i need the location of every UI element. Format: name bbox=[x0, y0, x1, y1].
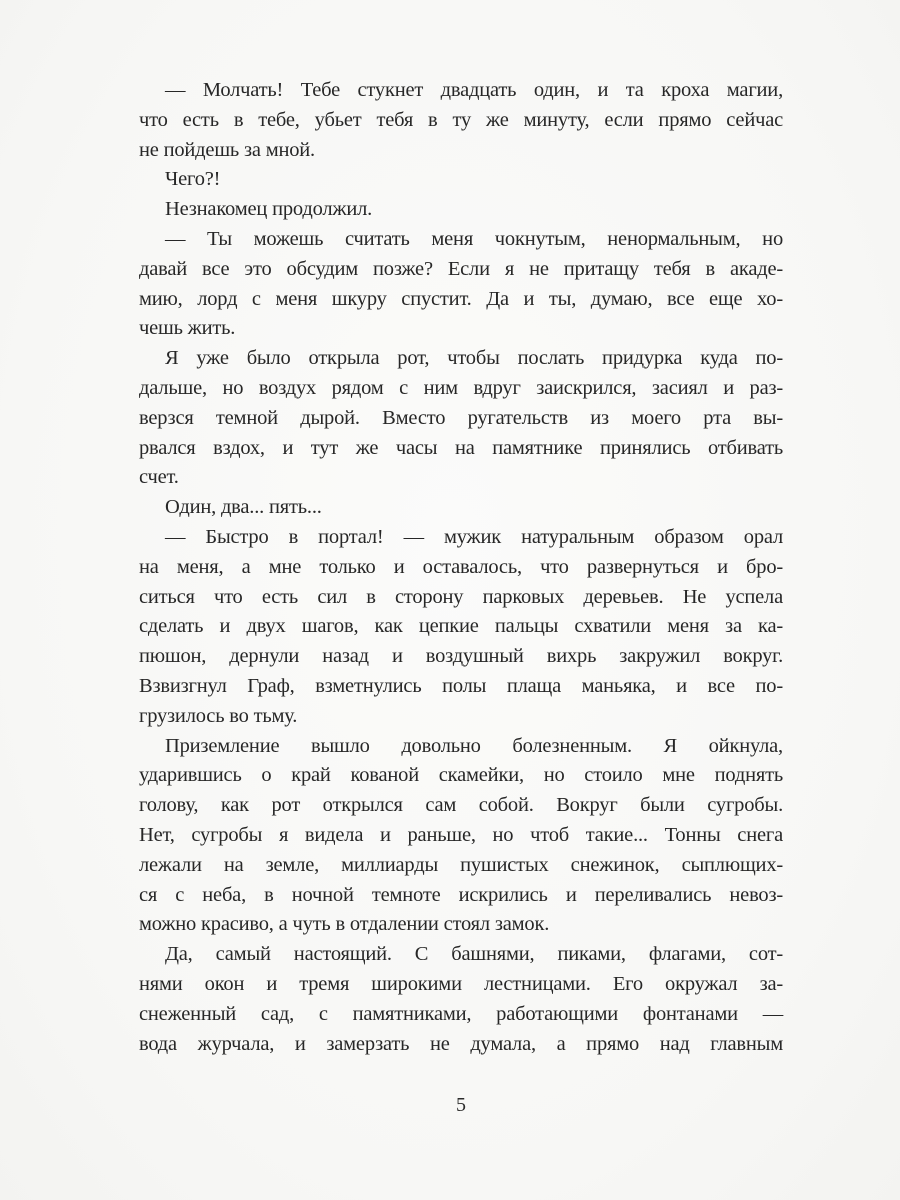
text-line: чешь жить. bbox=[139, 317, 236, 340]
text-line: Один, два... пять... bbox=[165, 496, 322, 519]
text-line: — Молчать! Тебе стукнет двадцать один, и та кроха магии, bbox=[165, 79, 783, 101]
text-block bbox=[139, 76, 783, 1059]
text-line: дальше, но воздух рядом с ним вдруг заискрился, засиял и раз- bbox=[139, 376, 783, 399]
text-line: счет. bbox=[139, 466, 179, 489]
paragraph bbox=[139, 195, 783, 225]
text-line: грузилось во тьму. bbox=[139, 704, 298, 727]
text-line: нями окон и тремя широкими лестницами. Его окружал за- bbox=[139, 972, 783, 995]
text-line: Нет, сугробы я видела и раньше, но чтоб такие... Тонны снега bbox=[139, 823, 783, 846]
text-line: ся с неба, в ночной темноте искрились и переливались невоз- bbox=[139, 883, 783, 906]
text-line: голову, как рот открылся сам собой. Вокруг были сугробы. bbox=[139, 794, 783, 817]
text-line: что есть в тебе, убьет тебя в ту же минуту, если прямо сейчас bbox=[139, 108, 783, 131]
text-line: Приземление вышло довольно болезненным. Я ойкнула, bbox=[165, 734, 783, 757]
text-line: Взвизгнул Граф, взметнулись полы плаща маньяка, и все по- bbox=[139, 674, 783, 697]
text-line: давай все это обсудим позже? Если я не притащу тебя в акаде- bbox=[139, 257, 783, 280]
text-line: не пойдешь за мной. bbox=[139, 138, 315, 161]
text-line: — Быстро в портал! — мужик натуральным образом орал bbox=[165, 525, 783, 548]
text-line: вода журчала, и замерзать не думала, а прямо над главным bbox=[139, 1032, 783, 1055]
page-number: 5 bbox=[456, 1094, 466, 1116]
paragraph bbox=[139, 523, 783, 732]
text-line: ударившись о край кованой скамейки, но стоило мне поднять bbox=[139, 764, 783, 787]
text-line: лежали на земле, миллиарды пушистых снежинок, сыплющих- bbox=[139, 853, 783, 876]
text-line: — Ты можешь считать меня чокнутым, ненормальным, но bbox=[165, 227, 783, 250]
paragraph bbox=[139, 493, 783, 523]
paragraph bbox=[139, 732, 783, 941]
text-line: сделать и двух шагов, как цепкие пальцы схватили меня за ка- bbox=[139, 615, 783, 638]
text-line: ситься что есть сил в сторону парковых деревьев. Не успела bbox=[139, 585, 783, 608]
text-line: рвался вздох, и тут же часы на памятнике принялись отбивать bbox=[139, 436, 783, 459]
paragraph bbox=[139, 165, 783, 195]
paragraph bbox=[139, 225, 783, 344]
text-line: верзся темной дырой. Вместо ругательств из моего рта вы- bbox=[139, 406, 783, 429]
paragraph bbox=[139, 76, 783, 165]
text-line: на меня, а мне только и оставалось, что развернуться и бро- bbox=[139, 555, 783, 578]
text-line: Я уже было открыла рот, чтобы послать придурка куда по- bbox=[165, 347, 783, 370]
text-line: мию, лорд с меня шкуру спустит. Да и ты, думаю, все еще хо- bbox=[139, 287, 783, 310]
text-line: можно красиво, а чуть в отдалении стоял замок. bbox=[139, 913, 550, 936]
text-line: Да, самый настоящий. С башнями, пиками, флагами, сот- bbox=[165, 943, 783, 966]
text-line: снеженный сад, с памятниками, работающими фонтанами — bbox=[139, 1002, 783, 1025]
text-line: Незнакомец продолжил. bbox=[165, 198, 373, 221]
text-line: пюшон, дернули назад и воздушный вихрь закружил вокруг. bbox=[139, 645, 783, 668]
text-line: Чего?! bbox=[165, 168, 221, 191]
paragraph bbox=[139, 344, 783, 493]
paragraph bbox=[139, 940, 783, 1059]
